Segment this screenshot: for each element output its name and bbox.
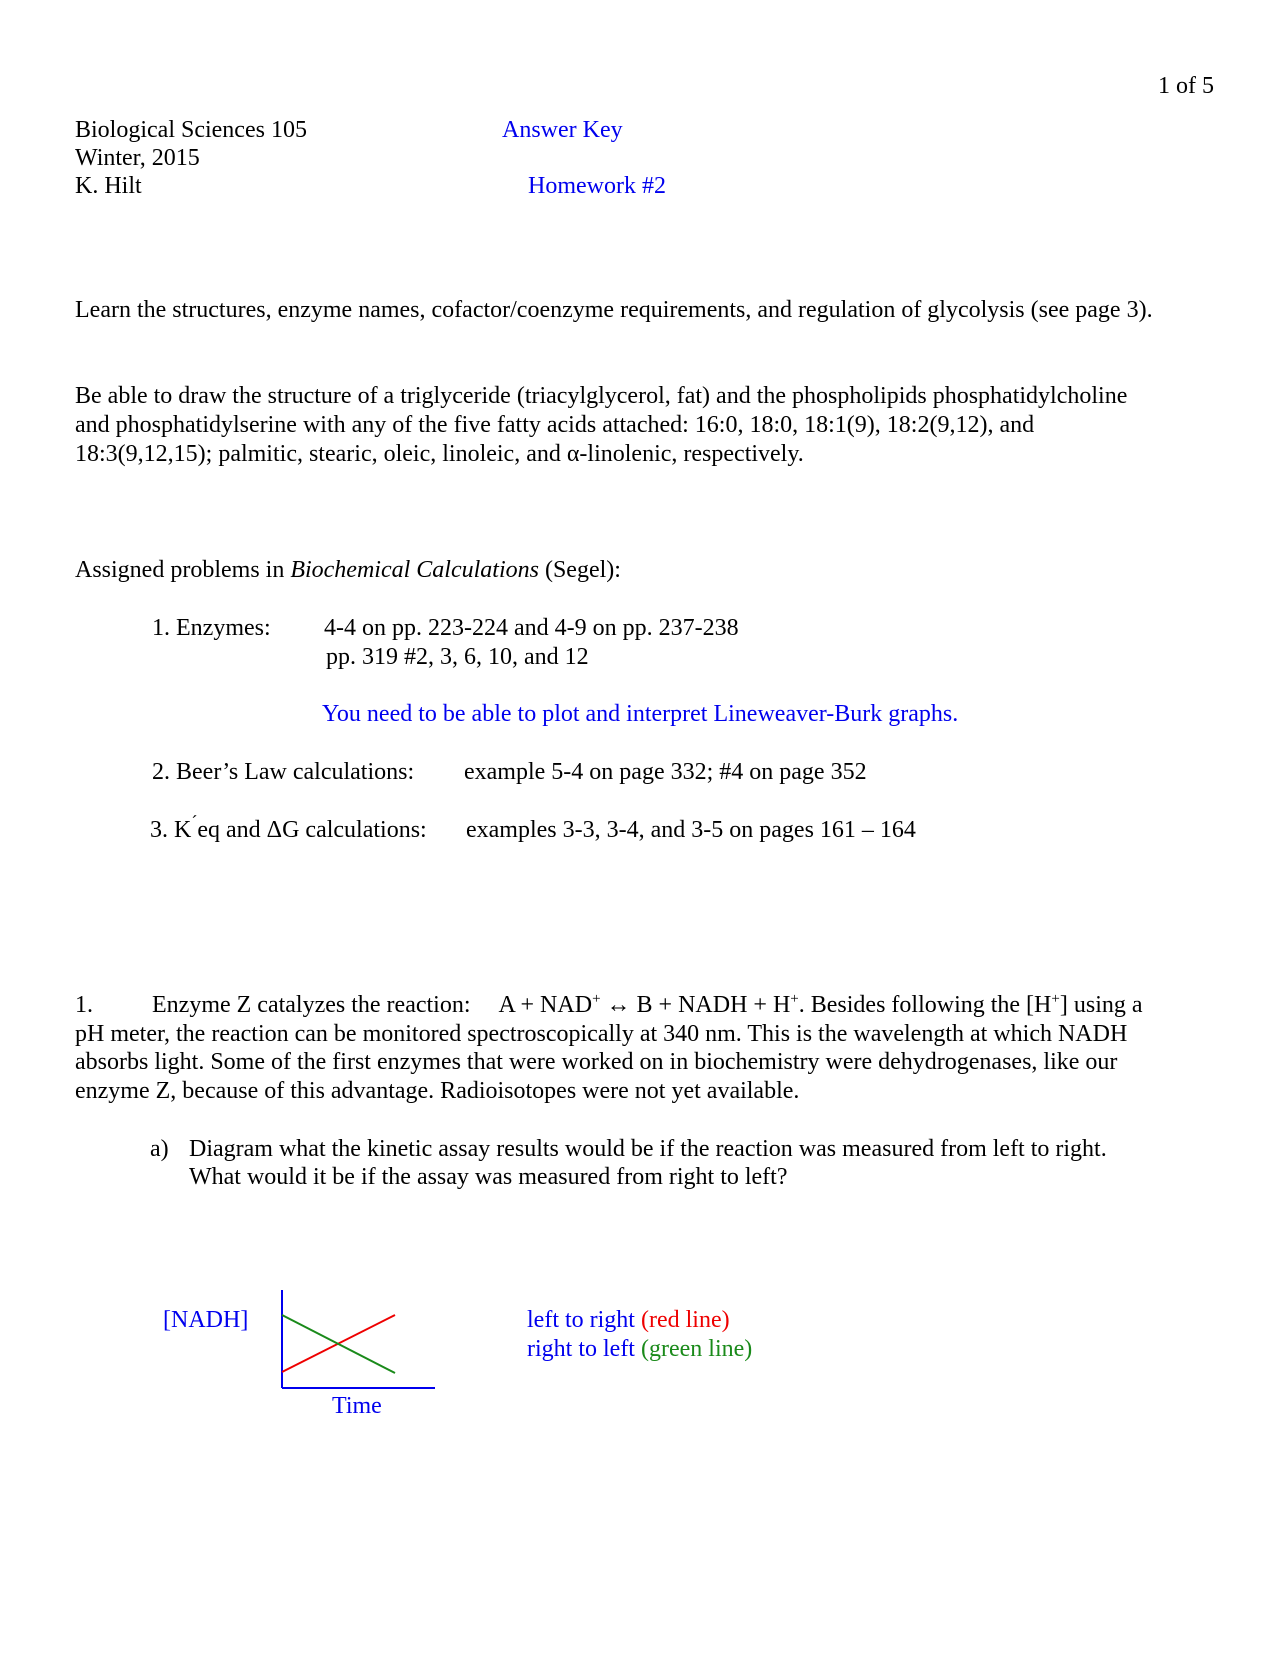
legend-left-to-right (527, 1306, 730, 1334)
legend-right-to-left (527, 1335, 752, 1363)
lineweaver-burk-note: You need to be able to plot and interpret Lineweaver-Burk graphs. (322, 701, 959, 727)
diagram-y-axis-label: [NADH] (163, 1307, 249, 1333)
part-a-line-1: Diagram what the kinetic assay results would be if the reaction was measured from left to right. (189, 1136, 1107, 1162)
question-1-number: 1. (75, 992, 93, 1018)
course-title: Biological Sciences 105 (75, 117, 307, 143)
glycolysis-paragraph: Learn the structures, enzyme names, cofactor/coenzyme requirements, and regulation of glycolysis (see page 3). (75, 297, 1153, 323)
part-a-label: a) (150, 1136, 169, 1162)
legend-ltr-color: (red line) (640, 1307, 730, 1333)
book-title: Biochemical Calculations (290, 557, 539, 583)
reaction-sup-3: + (1051, 991, 1060, 1007)
legend-rtl-color: (green line) (640, 1336, 753, 1362)
keq-prime: ´ (191, 812, 198, 832)
assigned-suffix: (Segel): (538, 557, 621, 583)
legend-rtl-text: right to left (527, 1336, 641, 1362)
assigned-problems-heading (75, 556, 621, 584)
answer-key-label: Answer Key (502, 117, 623, 143)
enzymes-assignment-line-1: 4-4 on pp. 223-224 and 4-9 on pp. 237-238 (324, 615, 739, 641)
kinetic-assay-diagram (280, 1288, 440, 1396)
enzymes-assignment-line-2: pp. 319 #2, 3, 6, 10, and 12 (326, 644, 589, 670)
reaction-a: A + NAD (498, 992, 593, 1018)
beers-law-label: 2. Beer’s Law calculations: (152, 759, 415, 785)
instructor: K. Hilt (75, 173, 142, 199)
page-number: 1 of 5 (1158, 73, 1214, 99)
homework-title: Homework #2 (528, 173, 666, 199)
question-1-line-3: absorbs light. Some of the first enzymes that were worked on in biochemistry were dehydrogenases, like our (75, 1049, 1118, 1075)
beers-law-assignment: example 5-4 on page 332; #4 on page 352 (464, 759, 867, 785)
lipids-paragraph-line-1: Be able to draw the structure of a triglyceride (triacylglycerol, fat) and the phospholipids phosphatidylcholine (75, 383, 1128, 409)
legend-ltr-text: left to right (527, 1307, 641, 1333)
part-a-line-2: What would it be if the assay was measured from right to left? (189, 1164, 788, 1190)
question-1-line-2: pH meter, the reaction can be monitored spectroscopically at 340 nm. This is the wavelength at which NADH (75, 1021, 1128, 1047)
keq-label (150, 812, 427, 845)
reaction-end: ] using a (1059, 992, 1143, 1018)
keq-assignment: examples 3-3, 3-4, and 3-5 on pages 161 – 164 (466, 817, 916, 843)
question-1-lead: Enzyme Z catalyzes the reaction: (152, 992, 471, 1018)
question-1-line-4: enzyme Z, because of this advantage. Radioisotopes were not yet available. (75, 1078, 800, 1104)
reaction-mid: ↔ B + NADH + H (600, 992, 791, 1018)
reaction-tail: . Besides following the [H (798, 992, 1052, 1018)
reaction-sup-1: + (592, 991, 601, 1007)
question-1-line-1 (152, 991, 1143, 1019)
keq-k: 3. K (150, 817, 192, 843)
lipids-paragraph-line-2: and phosphatidylserine with any of the five fatty acids attached: 16:0, 18:0, 18:1(9), 18:2(9,12), and (75, 412, 1035, 438)
reaction-sup-2: + (790, 991, 799, 1007)
enzymes-label: 1. Enzymes: (152, 615, 271, 641)
lipids-paragraph-line-3: 18:3(9,12,15); palmitic, stearic, oleic, linoleic, and α-linolenic, respectively. (75, 441, 804, 467)
term: Winter, 2015 (75, 145, 200, 171)
keq-rest: eq and ΔG calculations: (197, 817, 427, 843)
diagram-x-axis-label: Time (332, 1393, 382, 1419)
assigned-prefix: Assigned problems in (75, 557, 291, 583)
